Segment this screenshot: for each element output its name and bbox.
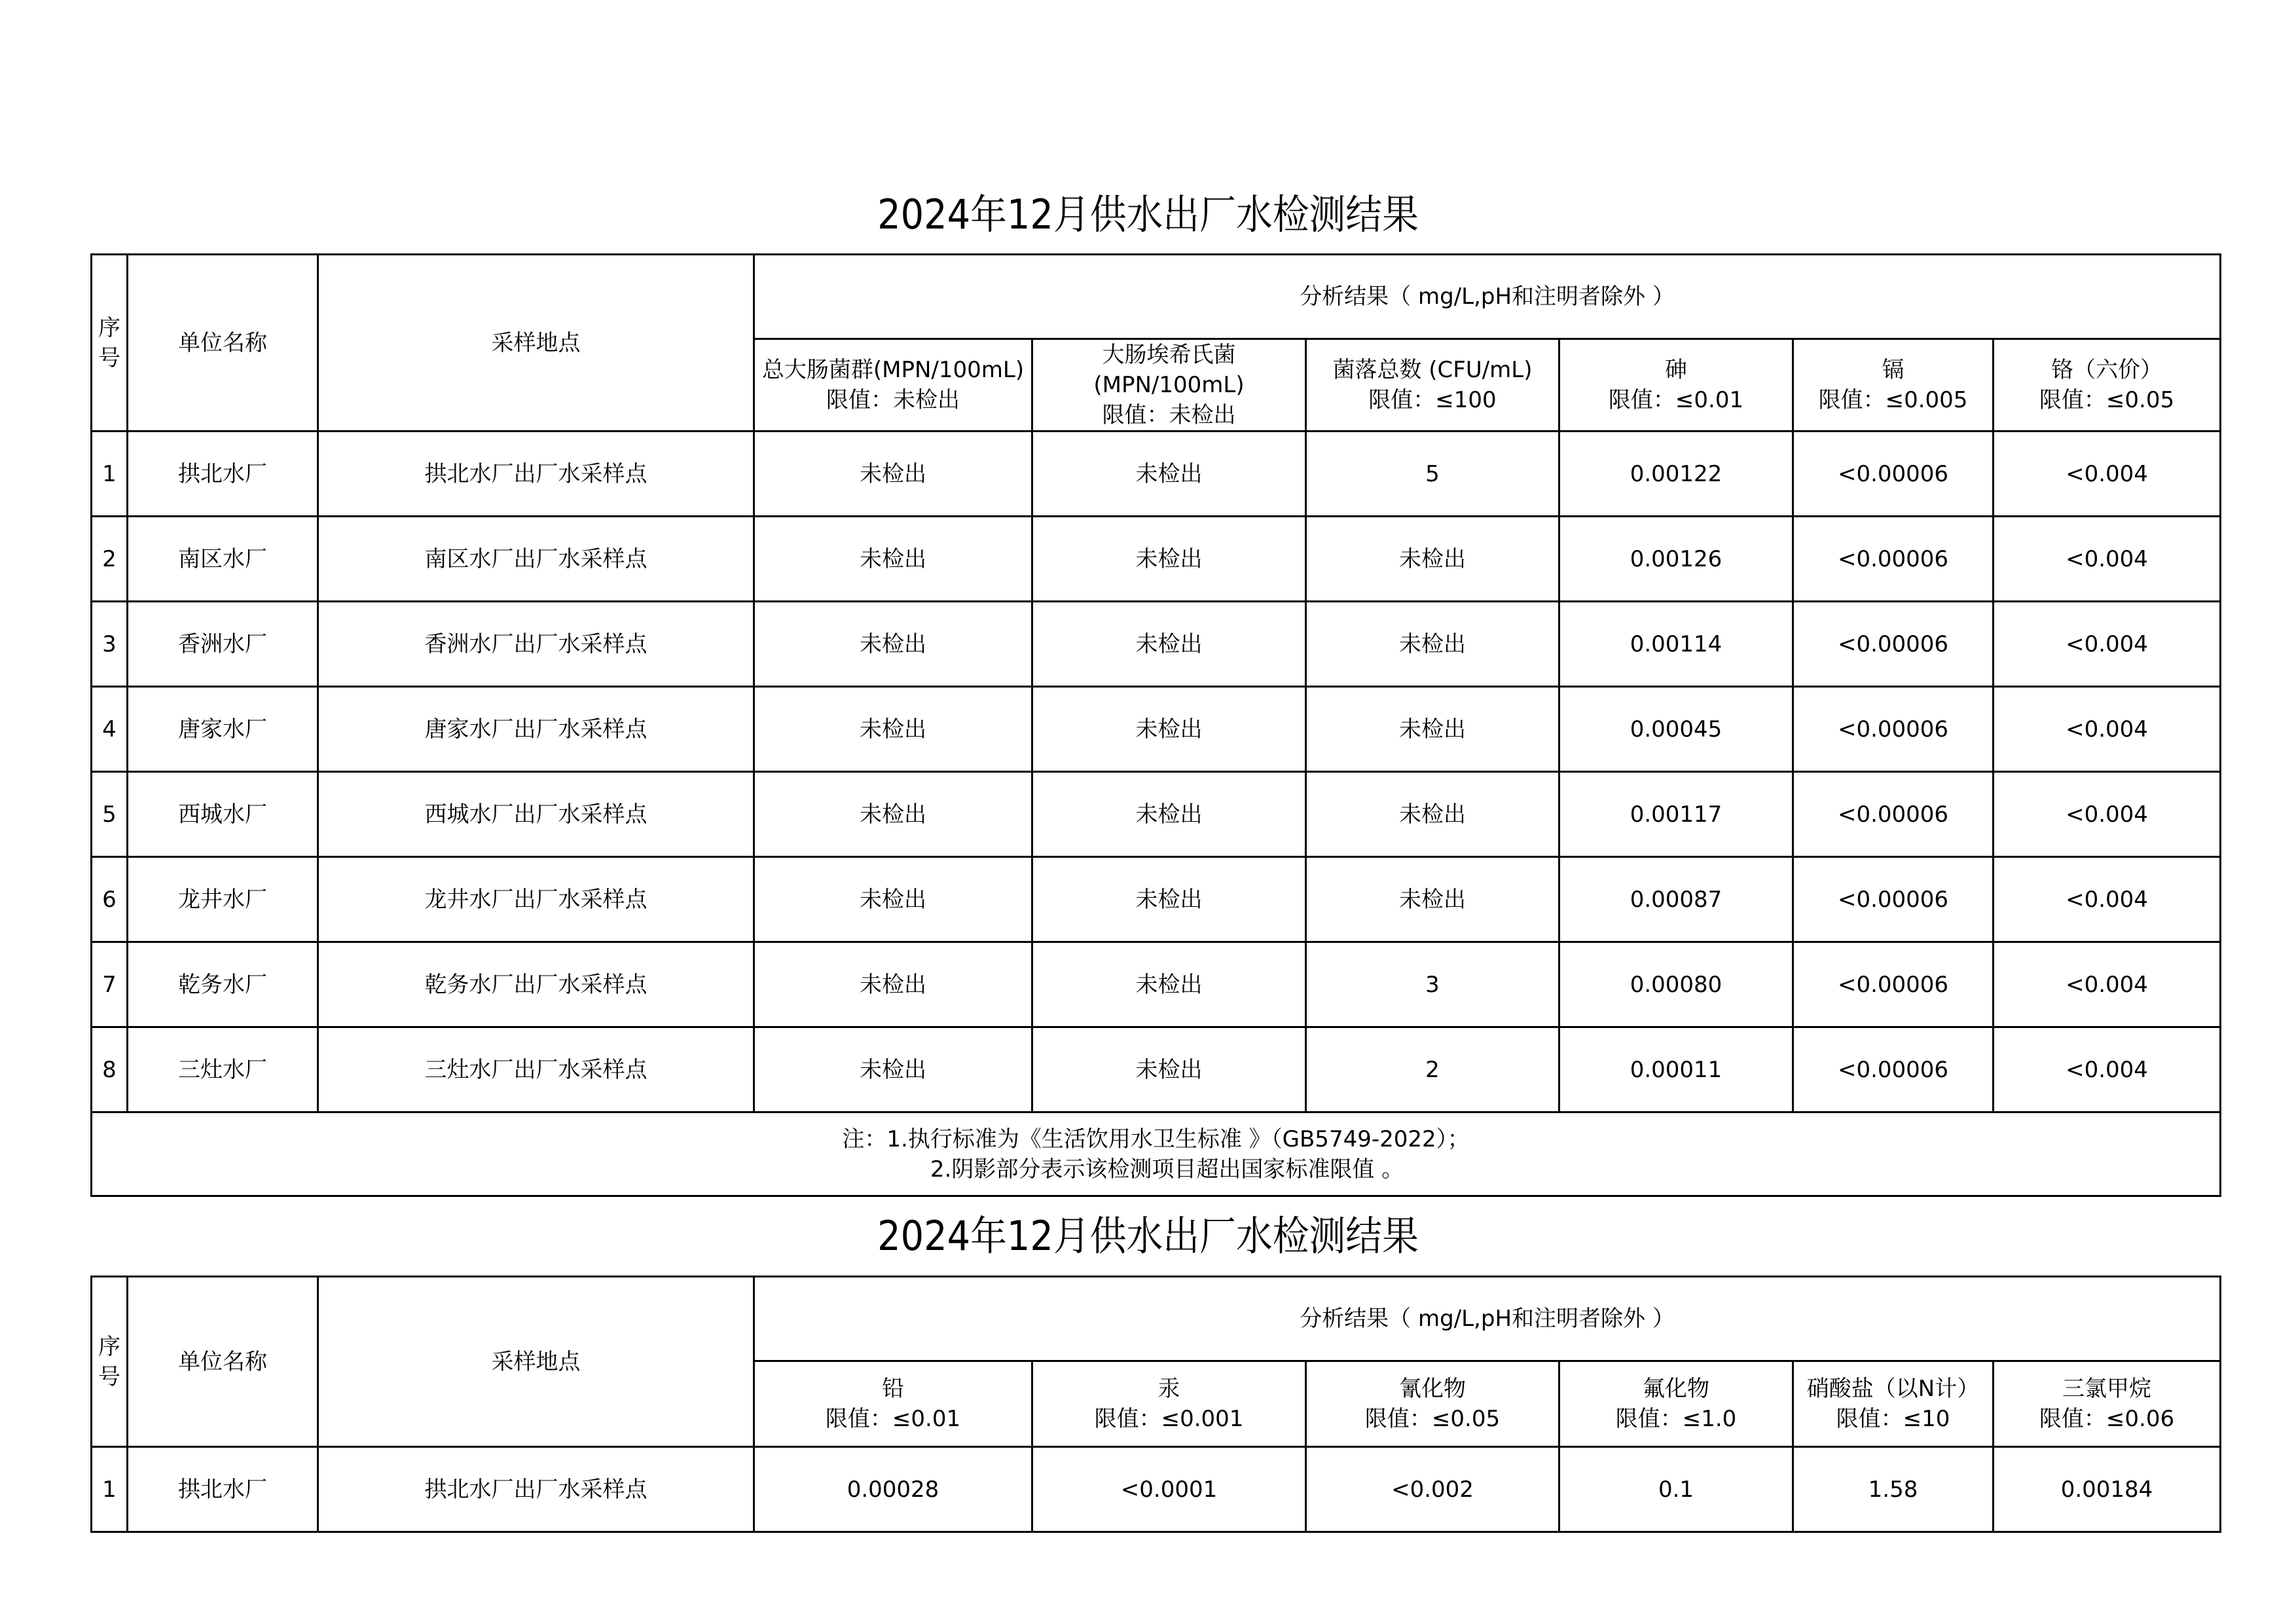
cell-cyanide: <0.002 — [1306, 1447, 1559, 1532]
cell-seq: 6 — [92, 857, 128, 942]
cell-e-coli: 未检出 — [1032, 602, 1306, 687]
header-param-lead: 铅 限值：≤0.01 — [754, 1361, 1032, 1447]
header-param-e-coli: 大肠埃希氏菌 (MPN/100mL) 限值：未检出 — [1032, 339, 1306, 432]
cell-unit: 乾务水厂 — [128, 942, 318, 1027]
cell-cadmium: <0.00006 — [1793, 1027, 1994, 1112]
results-table — [90, 253, 2221, 1197]
cell-cadmium: <0.00006 — [1793, 857, 1994, 942]
header-seq: 序 号 — [92, 255, 128, 432]
cell-unit: 唐家水厂 — [128, 687, 318, 772]
cell-unit: 龙井水厂 — [128, 857, 318, 942]
cell-seq: 5 — [92, 772, 128, 857]
cell-e-coli: 未检出 — [1032, 687, 1306, 772]
cell-total-coliform: 未检出 — [754, 942, 1032, 1027]
cell-colony-count: 3 — [1306, 942, 1559, 1027]
header-analysis-results: 分析结果（ mg/L,pH和注明者除外 ） — [754, 1277, 2221, 1361]
cell-mercury: <0.0001 — [1032, 1447, 1306, 1532]
table-row — [92, 432, 2221, 517]
cell-seq: 1 — [92, 432, 128, 517]
cell-seq: 4 — [92, 687, 128, 772]
cell-colony-count: 5 — [1306, 432, 1559, 517]
cell-e-coli: 未检出 — [1032, 1027, 1306, 1112]
cell-arsenic: 0.00087 — [1559, 857, 1793, 942]
cell-unit: 西城水厂 — [128, 772, 318, 857]
cell-site: 拱北水厂出厂水采样点 — [318, 1447, 754, 1532]
cell-arsenic: 0.00122 — [1559, 432, 1793, 517]
cell-arsenic: 0.00114 — [1559, 602, 1793, 687]
cell-unit: 香洲水厂 — [128, 602, 318, 687]
notes-cell — [92, 1112, 2221, 1196]
header-param-cyanide: 氰化物 限值：≤0.05 — [1306, 1361, 1559, 1447]
cell-cadmium: <0.00006 — [1793, 687, 1994, 772]
cell-unit: 拱北水厂 — [128, 432, 318, 517]
header-param-arsenic: 砷 限值：≤0.01 — [1559, 339, 1793, 432]
cell-seq: 7 — [92, 942, 128, 1027]
header-param-fluoride: 氟化物 限值：≤1.0 — [1559, 1361, 1793, 1447]
table-row — [92, 1027, 2221, 1112]
cell-total-coliform: 未检出 — [754, 602, 1032, 687]
cell-seq: 1 — [92, 1447, 128, 1532]
cell-chromium-vi: <0.004 — [1994, 857, 2221, 942]
cell-chloroform: 0.00184 — [1994, 1447, 2221, 1532]
cell-site: 唐家水厂出厂水采样点 — [318, 687, 754, 772]
cell-cadmium: <0.00006 — [1793, 772, 1994, 857]
cell-e-coli: 未检出 — [1032, 432, 1306, 517]
cell-arsenic: 0.00011 — [1559, 1027, 1793, 1112]
table-row — [92, 857, 2221, 942]
header-param-nitrate: 硝酸盐（以N计） 限值：≤10 — [1793, 1361, 1994, 1447]
cell-site: 拱北水厂出厂水采样点 — [318, 432, 754, 517]
cell-colony-count: 2 — [1306, 1027, 1559, 1112]
cell-unit: 三灶水厂 — [128, 1027, 318, 1112]
cell-colony-count: 未检出 — [1306, 857, 1559, 942]
cell-total-coliform: 未检出 — [754, 517, 1032, 602]
cell-arsenic: 0.00045 — [1559, 687, 1793, 772]
cell-site: 龙井水厂出厂水采样点 — [318, 857, 754, 942]
cell-total-coliform: 未检出 — [754, 857, 1032, 942]
cell-total-coliform: 未检出 — [754, 1027, 1032, 1112]
cell-chromium-vi: <0.004 — [1994, 432, 2221, 517]
cell-colony-count: 未检出 — [1306, 772, 1559, 857]
cell-chromium-vi: <0.004 — [1994, 517, 2221, 602]
header-param-chloroform: 三氯甲烷 限值：≤0.06 — [1994, 1361, 2221, 1447]
cell-arsenic: 0.00080 — [1559, 942, 1793, 1027]
cell-e-coli: 未检出 — [1032, 857, 1306, 942]
cell-chromium-vi: <0.004 — [1994, 1027, 2221, 1112]
cell-total-coliform: 未检出 — [754, 772, 1032, 857]
header-unit-name: 单位名称 — [128, 1277, 318, 1447]
table-row — [92, 942, 2221, 1027]
cell-colony-count: 未检出 — [1306, 517, 1559, 602]
header-param-chromium-vi: 铬（六价） 限值：≤0.05 — [1994, 339, 2221, 432]
cell-unit: 南区水厂 — [128, 517, 318, 602]
cell-e-coli: 未检出 — [1032, 517, 1306, 602]
report-title: 2024年12月供水出厂水检测结果 — [877, 191, 1419, 238]
cell-fluoride: 0.1 — [1559, 1447, 1793, 1532]
cell-e-coli: 未检出 — [1032, 772, 1306, 857]
cell-site: 西城水厂出厂水采样点 — [318, 772, 754, 857]
table-row — [92, 517, 2221, 602]
header-sampling-site: 采样地点 — [318, 1277, 754, 1447]
cell-arsenic: 0.00117 — [1559, 772, 1793, 857]
table-row — [92, 602, 2221, 687]
note-line-1: 注：1.执行标准为《生活饮用水卫生标准 》（GB5749-2022）； — [842, 1126, 1470, 1152]
cell-site: 三灶水厂出厂水采样点 — [318, 1027, 754, 1112]
table-row — [92, 1447, 2221, 1532]
header-unit-name: 单位名称 — [128, 255, 318, 432]
cell-chromium-vi: <0.004 — [1994, 602, 2221, 687]
header-param-colony-count: 菌落总数 (CFU/mL) 限值：≤100 — [1306, 339, 1559, 432]
cell-site: 香洲水厂出厂水采样点 — [318, 602, 754, 687]
cell-seq: 8 — [92, 1027, 128, 1112]
header-param-cadmium: 镉 限值：≤0.005 — [1793, 339, 1994, 432]
table-row — [92, 772, 2221, 857]
cell-colony-count: 未检出 — [1306, 602, 1559, 687]
cell-cadmium: <0.00006 — [1793, 942, 1994, 1027]
cell-unit: 拱北水厂 — [128, 1447, 318, 1532]
note-line-2: 2.阴影部分表示该检测项目超出国家标准限值 。 — [930, 1156, 1404, 1183]
cell-seq: 2 — [92, 517, 128, 602]
table-row — [92, 687, 2221, 772]
header-param-mercury: 汞 限值：≤0.001 — [1032, 1361, 1306, 1447]
cell-total-coliform: 未检出 — [754, 432, 1032, 517]
header-param-total-coliform: 总大肠菌群(MPN/100mL) 限值：未检出 — [754, 339, 1032, 432]
cell-chromium-vi: <0.004 — [1994, 687, 2221, 772]
report-title-2: 2024年12月供水出厂水检测结果 — [877, 1212, 1419, 1260]
cell-cadmium: <0.00006 — [1793, 602, 1994, 687]
cell-e-coli: 未检出 — [1032, 942, 1306, 1027]
cell-cadmium: <0.00006 — [1793, 517, 1994, 602]
results-table-2 — [90, 1276, 2221, 1533]
header-sampling-site: 采样地点 — [318, 255, 754, 432]
cell-site: 乾务水厂出厂水采样点 — [318, 942, 754, 1027]
cell-lead: 0.00028 — [754, 1447, 1032, 1532]
cell-site: 南区水厂出厂水采样点 — [318, 517, 754, 602]
header-analysis-results: 分析结果（ mg/L,pH和注明者除外 ） — [754, 255, 2221, 339]
header-seq: 序 号 — [92, 1277, 128, 1447]
cell-arsenic: 0.00126 — [1559, 517, 1793, 602]
cell-total-coliform: 未检出 — [754, 687, 1032, 772]
cell-nitrate: 1.58 — [1793, 1447, 1994, 1532]
cell-chromium-vi: <0.004 — [1994, 942, 2221, 1027]
cell-chromium-vi: <0.004 — [1994, 772, 2221, 857]
cell-colony-count: 未检出 — [1306, 687, 1559, 772]
cell-cadmium: <0.00006 — [1793, 432, 1994, 517]
cell-seq: 3 — [92, 602, 128, 687]
